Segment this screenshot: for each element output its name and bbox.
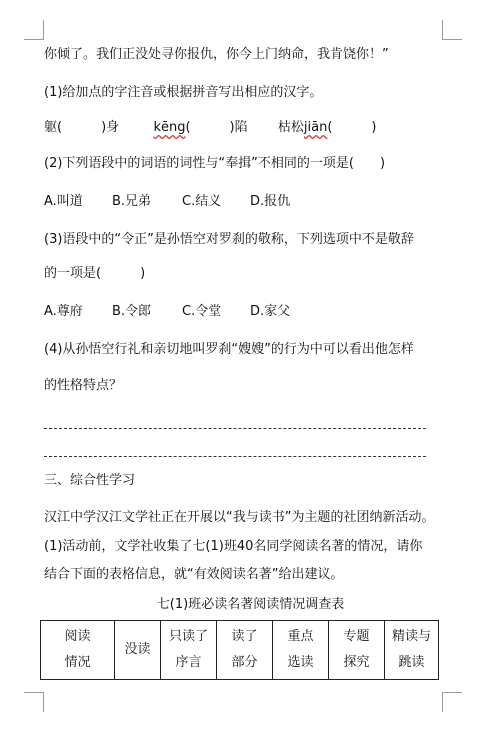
header-cell-intensive-skim: 精读与 跳读 (385, 621, 439, 680)
q2-option-b: B.兄弟 (112, 194, 152, 209)
section-3-heading: 三、综合性学习 (44, 473, 136, 488)
q3-option-c: C.令堂 (182, 304, 222, 319)
crop-mark-top-left-v (43, 20, 44, 40)
header-cell-not-read: 没读 (115, 621, 161, 680)
q1-pinyin-jian: jiān (303, 120, 328, 135)
q2-option-c: C.结义 (182, 194, 222, 209)
passage-line: 你倾了。我们正没处寻你报仇，你今上门纳命，我肯饶你！” (44, 47, 389, 62)
q3-option-b: B.令郎 (112, 304, 152, 319)
question-1-items (44, 119, 377, 137)
header-cell-preface-only: 只读了 序言 (161, 621, 217, 680)
activity-intro: 汉江中学汉江文学社正在开展以“我与读书”为主题的社团纳新活动。 (44, 510, 435, 525)
q2-option-a: A.叫道 (44, 194, 83, 209)
crop-mark-bottom-left-v (43, 692, 44, 712)
sub-question-1-line-1: (1)活动前，文学社收集了七(1)班40名同学阅读名著的情况，请你 (44, 539, 423, 554)
crop-mark-bottom-left-h (24, 692, 44, 693)
q2-option-d: D.报仇 (250, 194, 291, 209)
question-4-line-1: (4)从孙悟空行礼和亲切地叫罗刹“嫂嫂”的行为中可以看出他怎样 (44, 342, 414, 357)
table-header-row (41, 621, 439, 680)
crop-mark-top-right-h (442, 39, 462, 40)
header-cell-reading-status: 阅读 情况 (41, 621, 115, 680)
q1-item-3: 枯松jiān( ) (277, 120, 377, 135)
answer-line-1 (44, 428, 426, 429)
crop-mark-bottom-right-v (442, 692, 443, 712)
question-2: (2)下列语段中的词语的词性与“奉揖”不相同的一项是( ) (44, 156, 386, 171)
q1-pinyin-keng: kēng (153, 120, 186, 135)
q1-item-2: kēng( )陷 (153, 120, 248, 135)
crop-mark-bottom-right-h (442, 692, 462, 693)
header-cell-topical: 专题 探究 (329, 621, 385, 680)
question-3-line-2: 的一项是( ) (44, 266, 146, 281)
q1-item-1: 躯( )身 (44, 120, 120, 135)
question-3-options (44, 303, 290, 321)
question-1: (1)给加点的字注音或根据拼音写出相应的汉字。 (44, 85, 323, 100)
question-3-line-1: (3)语段中的“令正”是孙悟空对罗刹的敬称，下列选项中不是敬辞 (44, 232, 414, 247)
answer-line-2 (44, 456, 426, 457)
crop-mark-top-right-v (442, 20, 443, 40)
header-cell-selective: 重点 选读 (273, 621, 329, 680)
header-cell-partial: 读了 部分 (217, 621, 273, 680)
q3-option-a: A.尊府 (44, 304, 83, 319)
q3-option-d: D.家父 (250, 304, 291, 319)
sub-question-1-line-2: 结合下面的表格信息，就“有效阅读名著”给出建议。 (44, 567, 344, 582)
survey-table (40, 620, 439, 680)
question-4-line-2: 的性格特点？ (44, 378, 123, 393)
table-title: 七(1)班必读名著阅读情况调查表 (156, 597, 345, 612)
question-2-options (44, 193, 290, 211)
crop-mark-top-left-h (24, 39, 44, 40)
